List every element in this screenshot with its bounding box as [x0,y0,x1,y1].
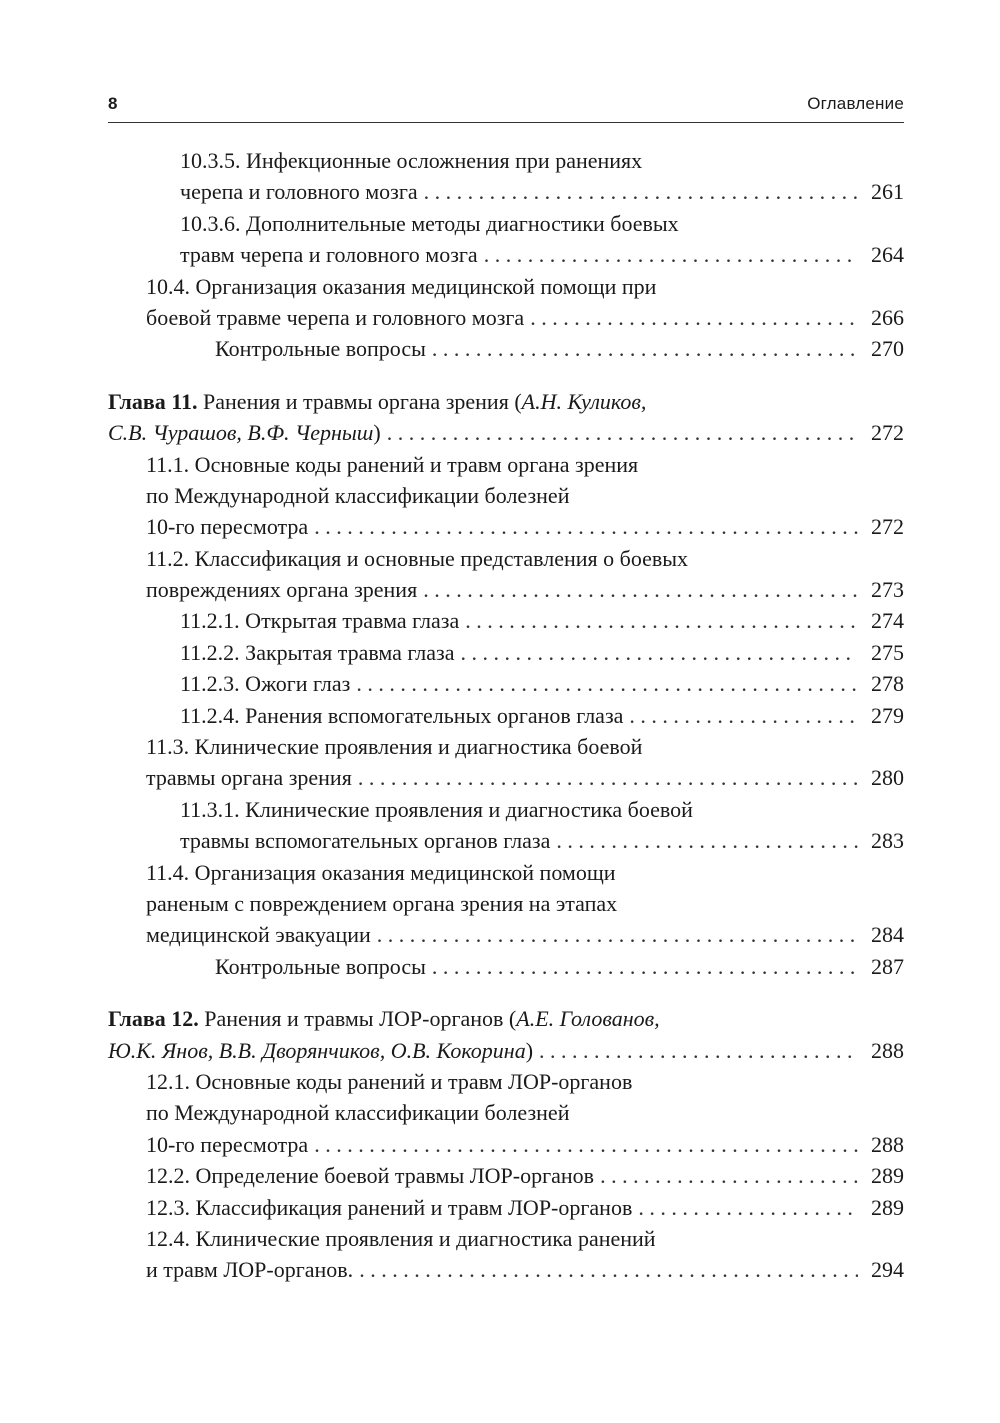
toc-entry[interactable] [108,145,904,208]
toc-page-number: 264 [871,242,904,268]
chapter-heading-cont [108,417,381,448]
dot-leader [359,1254,858,1285]
chapter-heading [108,386,646,417]
toc-line [108,888,904,919]
toc-entry[interactable] [108,794,904,857]
toc-page-number: 270 [871,336,904,362]
page-number: 8 [108,94,118,113]
toc-entry-text: и травм ЛОР-органов. [146,1257,354,1283]
toc-entry-text: черепа и головного мозга [180,179,418,205]
dot-leader [638,1192,858,1223]
toc-line [108,449,904,480]
toc-line [108,1192,904,1223]
table-of-contents [108,145,904,1286]
chapter-authors: С.В. Чурашов, В.Ф. Черныш [108,420,374,446]
dot-leader [600,1160,858,1191]
toc-line [108,825,904,856]
chapter-heading-cont [108,1035,533,1066]
chapter-authors: Ю.К. Янов, В.В. Дворянчиков, О.В. Кокорина [108,1037,526,1063]
toc-entry[interactable] [108,208,904,271]
dot-leader [539,1035,858,1066]
chapter-label: Глава 12. [108,1006,199,1032]
toc-line [108,1160,904,1191]
chapter-title-close: ) [525,1037,534,1063]
toc-line [108,511,904,542]
toc-entry-text: Контрольные вопросы [215,953,426,979]
toc-entry-text: травм черепа и головного мозга [180,242,478,268]
toc-line [108,951,904,982]
toc-entry-text: раненым с повреждением органа зрения на этапах [146,890,618,916]
toc-entry[interactable] [108,543,904,606]
toc-line [108,1066,904,1097]
toc-entry-text: 10.3.6. Дополнительные методы диагностики боевых [180,210,679,236]
dot-leader [556,825,858,856]
toc-entry-text: Контрольные вопросы [215,336,426,362]
chapter-authors: А.Н. Куликов, [521,388,647,414]
toc-page-number: 289 [871,1194,904,1220]
toc-entry-text: 10-го пересмотра [146,514,309,540]
toc-entry-text: 11.1. Основные коды ранений и травм органа зрения [146,451,639,477]
toc-page-number: 272 [871,514,904,540]
chapter-authors: А.Е. Голованов, [516,1006,660,1032]
toc-entry-text: 10.4. Организация оказания медицинской помощи при [146,273,657,299]
toc-line [108,605,904,636]
toc-page-number: 275 [871,639,904,665]
toc-line [108,543,904,574]
toc-entry-text: 12.4. Клинические проявления и диагностика ранений [146,1225,656,1251]
toc-line [108,1129,904,1160]
toc-entry[interactable] [108,1160,904,1191]
dot-leader [377,919,858,950]
toc-page-number: 266 [871,304,904,330]
toc-entry-text: 12.3. Классификация ранений и травм ЛОР-органов [146,1194,633,1220]
toc-entry-text: 11.2.3. Ожоги глаз [180,671,351,697]
toc-line [108,668,904,699]
toc-entry[interactable] [108,731,904,794]
toc-entry[interactable] [108,857,904,951]
dot-leader [424,176,858,207]
toc-entry-text: 11.4. Организация оказания медицинской помощи [146,859,616,885]
toc-line [108,919,904,950]
chapter-label: Глава 11. [108,388,198,414]
toc-entry-text: 11.2.2. Закрытая травма глаза [180,639,455,665]
toc-line [108,480,904,511]
toc-page-number: 288 [871,1131,904,1157]
toc-line [108,302,904,333]
dot-leader [314,1129,858,1160]
toc-line [108,857,904,888]
dot-leader [484,239,858,270]
chapter-title-close: ) [373,420,381,446]
toc-chapter-entry[interactable] [108,1003,904,1066]
toc-line [108,762,904,793]
toc-page-number: 280 [871,765,904,791]
toc-line [108,333,904,364]
toc-page-number: 288 [871,1037,904,1063]
dot-leader [423,574,858,605]
dot-leader [432,333,858,364]
toc-entry-text: 10.3.5. Инфекционные осложнения при ранениях [180,148,643,173]
dot-leader [358,762,858,793]
toc-line [108,271,904,302]
toc-entry-text: по Международной классификации болезней [146,1100,570,1126]
toc-page-number: 284 [871,922,904,948]
dot-leader [356,668,858,699]
toc-page-number: 283 [871,828,904,854]
toc-line [108,637,904,668]
toc-line [108,1035,904,1066]
toc-page-number: 278 [871,671,904,697]
toc-line [108,1003,904,1034]
page-header [108,92,904,123]
toc-entry[interactable] [108,637,904,668]
dot-leader [461,637,858,668]
toc-line [108,574,904,605]
toc-line [108,386,904,417]
toc-entry[interactable] [108,449,904,543]
toc-entry[interactable] [108,700,904,731]
toc-page-number: 279 [871,702,904,728]
toc-entry-text: травмы вспомогательных органов глаза [180,828,551,854]
toc-entry[interactable] [108,1223,904,1286]
dot-leader [387,417,858,448]
toc-line [108,1223,904,1254]
toc-entry-text: боевой травме черепа и головного мозга [146,304,525,330]
toc-line [108,208,904,239]
toc-entry[interactable] [108,271,904,334]
toc-entry[interactable] [108,951,904,982]
toc-entry[interactable] [108,1066,904,1160]
dot-leader [314,511,858,542]
chapter-heading [108,1003,660,1034]
dot-leader [629,700,858,731]
toc-entry-text: 12.1. Основные коды ранений и травм ЛОР-органов [146,1068,633,1094]
toc-entry-text: 11.3.1. Клинические проявления и диагностика боевой [180,796,693,822]
toc-entry-text: 11.2.1. Открытая травма глаза [180,608,460,634]
toc-page-number: 261 [871,179,904,205]
toc-line [108,1254,904,1285]
toc-line [108,1097,904,1128]
toc-entry-text: 11.2. Классификация и основные представления о боевых [146,545,689,571]
toc-entry-text: травмы органа зрения [146,765,352,791]
toc-page-number: 289 [871,1163,904,1189]
toc-line [108,239,904,270]
dot-leader [530,302,858,333]
dot-leader [432,951,858,982]
toc-entry[interactable] [108,668,904,699]
chapter-title: Ранения и травмы органа зрения ( [203,388,522,414]
toc-entry-text: повреждениях органа зрения [146,577,418,603]
toc-line [108,176,904,207]
toc-line [108,145,904,176]
toc-entry[interactable] [108,1192,904,1223]
toc-line [108,794,904,825]
toc-entry-text: 11.3. Клинические проявления и диагностика боевой [146,734,643,760]
toc-entry-text: 11.2.4. Ранения вспомогательных органов глаза [180,702,624,728]
toc-entry[interactable] [108,605,904,636]
toc-page-number: 272 [871,420,904,446]
toc-line [108,731,904,762]
toc-page-number: 273 [871,577,904,603]
toc-entry-text: 12.2. Определение боевой травмы ЛОР-органов [146,1163,595,1189]
toc-line [108,700,904,731]
toc-line [108,417,904,448]
running-title: Оглавление [807,94,904,113]
dot-leader [465,605,858,636]
chapter-title: Ранения и травмы ЛОР-органов ( [204,1006,517,1032]
toc-entry-text: медицинской эвакуации [146,922,371,948]
toc-entry[interactable] [108,333,904,364]
toc-page-number: 287 [871,953,904,979]
toc-page-number: 294 [871,1257,904,1283]
toc-chapter-entry[interactable] [108,386,904,449]
toc-page-number: 274 [871,608,904,634]
toc-entry-text: 10-го пересмотра [146,1131,309,1157]
toc-entry-text: по Международной классификации болезней [146,482,570,508]
